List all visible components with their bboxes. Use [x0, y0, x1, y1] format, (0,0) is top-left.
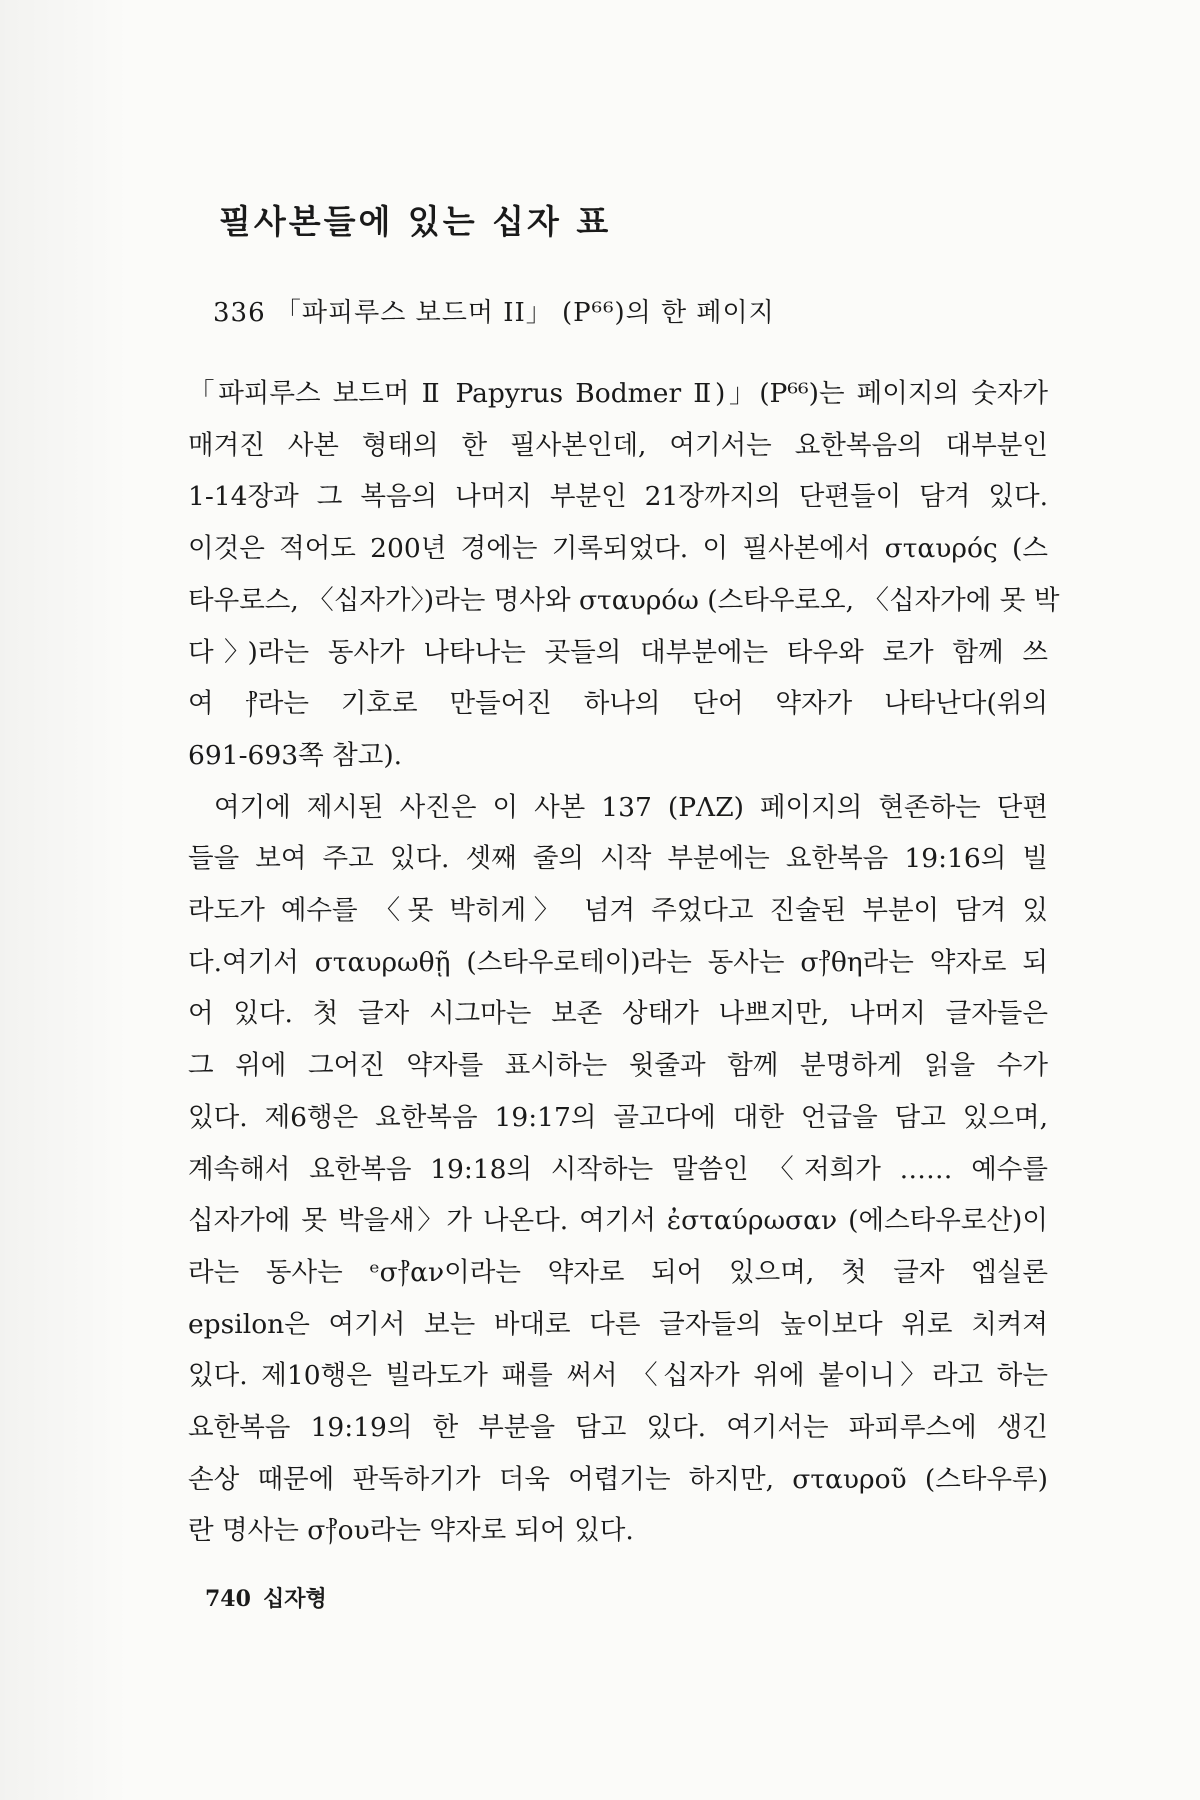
text-line: 있다. 제6행은 요한복음 19:17의 골고다에 대한 언급을 담고 있으며,	[188, 1101, 1048, 1133]
text-line: 1-14장과 그 복음의 나머지 부분인 21장까지의 단편들이 담겨 있다.	[188, 481, 1048, 513]
running-title: 십자형	[262, 1586, 327, 1612]
text-line: 요한복음 19:19의 한 부분을 담고 있다. 여기서는 파피루스에 생긴	[188, 1412, 1048, 1444]
text-line: epsilon은 여기서 보는 바대로 다른 글자들의 높이보다 위로 치켜져	[188, 1308, 1048, 1340]
text-line: 들을 보여 주고 있다. 셋째 줄의 시작 부분에는 요한복음 19:16의 빌	[188, 843, 1048, 875]
text-line: 여기에 제시된 사진은 이 사본 137 (ΡΛΖ) 페이지의 현존하는 단편	[214, 791, 1048, 823]
text-line: 타우로스, 〈십자가〉)라는 명사와 σταυρόω (스타우로오, 〈십자가에 못 박	[188, 584, 1060, 616]
page-number: 740	[205, 1586, 251, 1612]
text-line: 있다. 제10행은 빌라도가 패를 써서 〈십자가 위에 붙이니〉라고 하는	[188, 1360, 1048, 1392]
text-line: 이것은 적어도 200년 경에는 기록되었다. 이 필사본에서 σταυρός (스	[188, 533, 1048, 565]
text-line: 매겨진 사본 형태의 한 필사본인데, 여기서는 요한복음의 대부분인	[188, 429, 1048, 461]
text-line: 「파피루스 보드머 Ⅱ Papyrus Bodmer Ⅱ)」(P⁶⁶)는 페이지의 숫자가	[188, 378, 1048, 409]
page-gutter-shadow	[0, 0, 130, 1800]
section-heading: 필사본들에 있는 십자 표	[219, 202, 612, 241]
body-text	[188, 368, 1060, 1557]
text-line: 다〉)라는 동사가 나타나는 곳들의 대부분에는 타우와 로가 함께 쓰	[188, 636, 1048, 668]
text-line: 다.여기서 σταυρωθῇ (스타우로테이)라는 동사는 σ⳨θη라는 약자로 되	[188, 946, 1048, 978]
text-line: 691-693쪽 참고).	[188, 739, 403, 771]
text-line: 계속해서 요한복음 19:18의 시작하는 말씀인 〈저희가 …… 예수를	[188, 1153, 1048, 1185]
text-line: 그 위에 그어진 약자를 표시하는 윗줄과 함께 분명하게 읽을 수가	[188, 1050, 1048, 1082]
text-line: 라도가 예수를 〈못 박히게〉 넘겨 주었다고 진술된 부분이 담겨 있	[188, 895, 1048, 927]
text-line: 십자가에 못 박을새〉가 나온다. 여기서 ἐσταύρωσαν (에스타우로산)이	[188, 1205, 1048, 1237]
text-line: 어 있다. 첫 글자 시그마는 보존 상태가 나쁘지만, 나머지 글자들은	[188, 998, 1048, 1030]
text-line: 손상 때문에 판독하기가 더욱 어렵기는 하지만, σταυροῦ (스타우루)	[188, 1463, 1048, 1495]
text-line: 란 명사는 σ⳨ου라는 약자로 되어 있다.	[188, 1515, 634, 1547]
text-line: 라는 동사는 ᵉσ⳨αν이라는 약자로 되어 있으며, 첫 글자 엡실론	[188, 1256, 1048, 1288]
text-line: 여 ⳨라는 기호로 만들어진 하나의 단어 약자가 나타난다(위의	[188, 688, 1048, 720]
figure-caption-heading: 336 「파피루스 보드머 II」 (P⁶⁶)의 한 페이지	[213, 298, 775, 328]
page-footer	[205, 1582, 327, 1613]
